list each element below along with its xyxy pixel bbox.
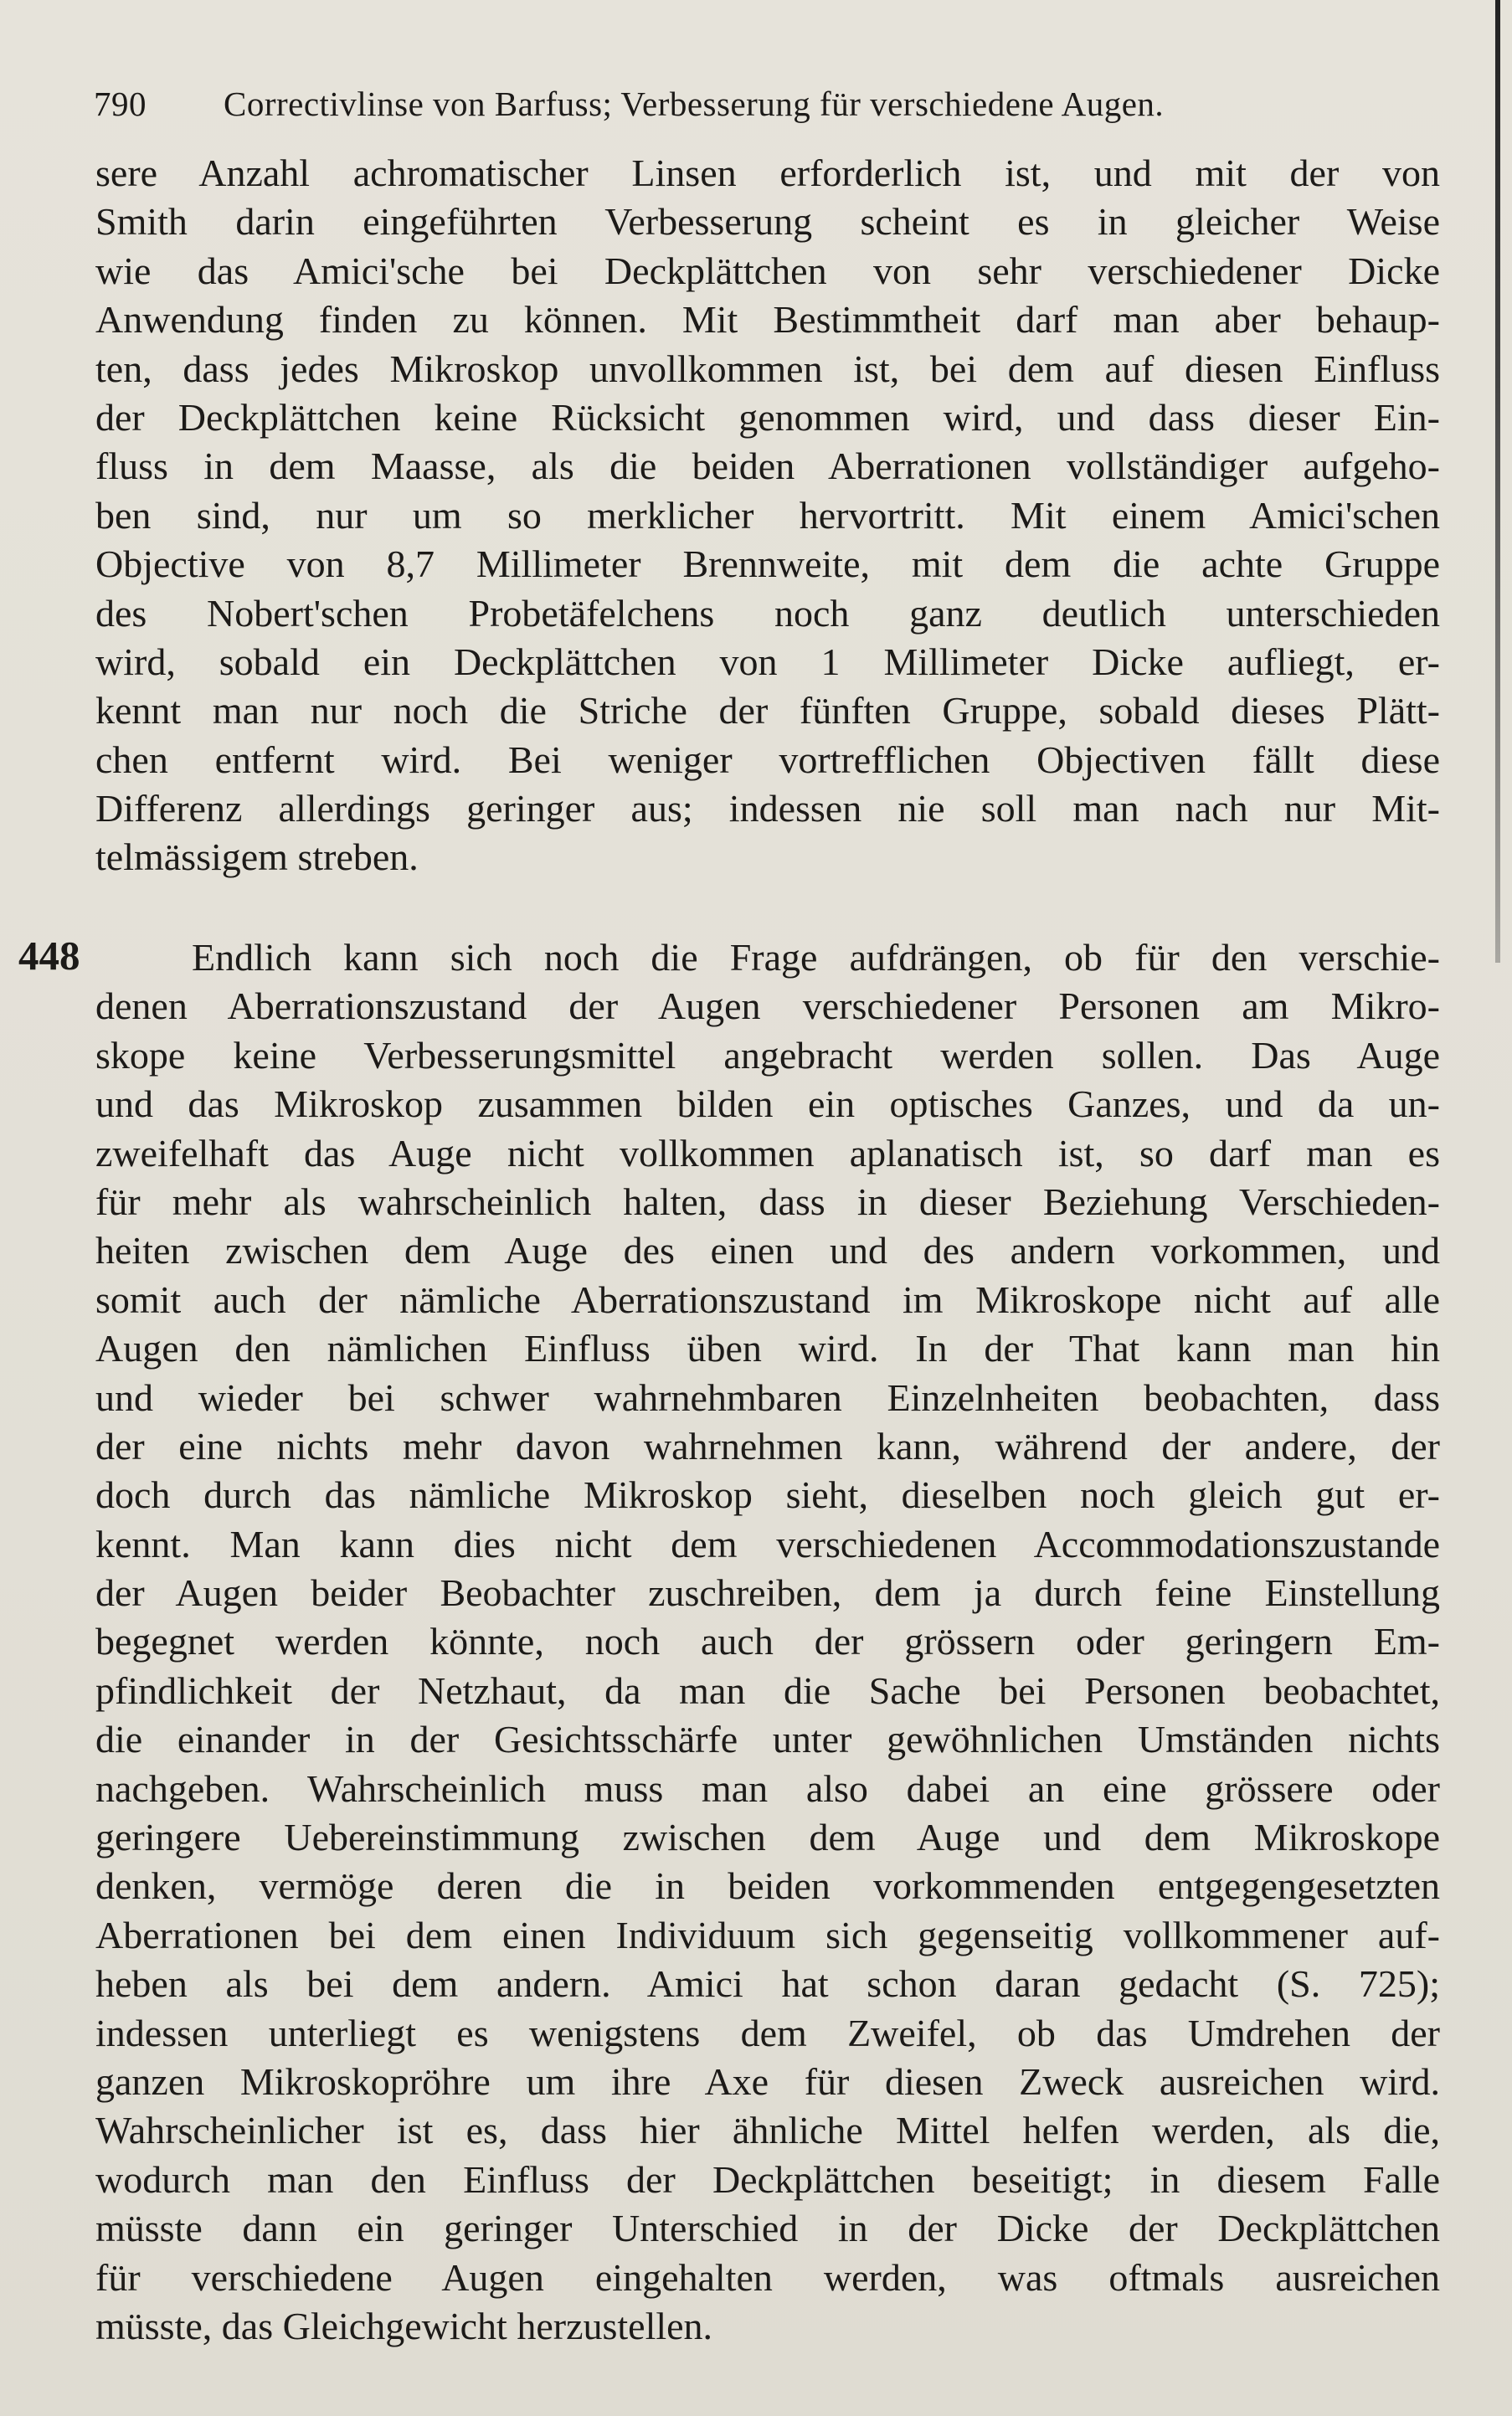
text-line: Wahrscheinlicher ist es, dass hier ähnliche Mittel helfen werden, als die, (95, 2109, 1440, 2152)
text-line: der Deckplättchen keine Rücksicht genommen wird, und dass dieser Ein- (95, 395, 1440, 439)
text-line: müsste dann ein geringer Unterschied in der Dicke der Deckplättchen (95, 2207, 1440, 2250)
text-line: pfindlichkeit der Netzhaut, da man die Sache bei Personen beobachtet, (95, 1668, 1440, 1712)
running-title: Correctivlinse von Barfuss; Verbesserung für verschiedene Augen. (224, 85, 1165, 123)
text-line: Objective von 8,7 Millimeter Brennweite, mit dem die achte Gruppe (95, 542, 1440, 586)
text-line: Smith darin eingeführten Verbesserung scheint es in gleicher Weise (95, 200, 1440, 244)
text-line: zweifelhaft das Auge nicht vollkommen aplanatisch ist, so darf man es (95, 1131, 1440, 1175)
text-line: heiten zwischen dem Auge des einen und des andern vorkommen, und (95, 1229, 1440, 1272)
text-line: ten, dass jedes Mikroskop unvollkommen ist, bei dem auf diesen Einfluss (95, 347, 1440, 390)
text-line: skope keine Verbesserungsmittel angebracht werden sollen. Das Auge (95, 1033, 1440, 1077)
text-line: kennt. Man kann dies nicht dem verschiedenen Accommodationszustande (95, 1522, 1440, 1565)
text-line: müsste, das Gleichgewicht herzustellen. (95, 2304, 713, 2347)
text-line: ben sind, nur um so merklicher hervortritt. Mit einem Amici'schen (95, 493, 1440, 537)
text-line: sere Anzahl achromatischer Linsen erforderlich ist, und mit der von (95, 152, 1440, 194)
text-line: wodurch man den Einfluss der Deckplättchen beseitigt; in diesem Falle (95, 2157, 1440, 2201)
text-line: für verschiedene Augen eingehalten werden, was oftmals ausreichen (95, 2255, 1440, 2299)
text-line: und das Mikroskop zusammen bilden ein optisches Ganzes, und da un- (95, 1082, 1440, 1126)
text-line: wie das Amici'sche bei Deckplättchen von sehr verschiedener Dicke (95, 249, 1440, 292)
text-line: fluss in dem Maasse, als die beiden Aberrationen vollständiger aufgeho- (95, 445, 1440, 488)
text-line: ganzen Mikroskopröhre um ihre Axe für diesen Zweck ausreichen wird. (95, 2059, 1440, 2103)
paragraph-448 (95, 933, 1440, 2351)
text-line: nachgeben. Wahrscheinlich muss man also dabei an eine grössere oder (95, 1766, 1440, 1810)
text-line: Differenz allerdings geringer aus; indessen nie soll man nach nur Mit- (95, 787, 1440, 830)
text-line: heben als bei dem andern. Amici hat schon daran gedacht (S. 725); (95, 1962, 1440, 2006)
text-line: des Nobert'schen Probetäfelchens noch ganz deutlich unterschieden (95, 591, 1440, 635)
text-line: für mehr als wahrscheinlich halten, dass in dieser Beziehung Verschieden- (95, 1180, 1440, 1223)
paragraph-continued (95, 149, 1440, 882)
text-line: indessen unterliegt es wenigstens dem Zweifel, ob das Umdrehen der (95, 2011, 1440, 2054)
text-line: die einander in der Gesichtsschärfe unter gewöhnlichen Umständen nichts (95, 1718, 1440, 1761)
text-line: doch durch das nämliche Mikroskop sieht, dieselben noch gleich gut er- (95, 1473, 1440, 1517)
page-number: 790 (94, 85, 147, 123)
text-line: chen entfernt wird. Bei weniger vortrefflichen Objectiven fällt diese (95, 738, 1440, 781)
text-line: wird, sobald ein Deckplättchen von 1 Millimeter Dicke aufliegt, er- (95, 640, 1440, 683)
text-line: denen Aberrationszustand der Augen verschiedener Personen am Mikro- (95, 984, 1440, 1028)
text-line: geringere Uebereinstimmung zwischen dem Auge und dem Mikroskope (95, 1816, 1440, 1859)
text-line: begegnet werden könnte, noch auch der grössern oder geringern Em- (95, 1620, 1440, 1663)
text-line: und wieder bei schwer wahrnehmbaren Einzelnheiten beobachten, dass (95, 1375, 1440, 1419)
text-line: somit auch der nämliche Aberrationszustand im Mikroskope nicht auf alle (95, 1277, 1440, 1321)
text-line: kennt man nur noch die Striche der fünften Gruppe, sobald dieses Plätt- (95, 689, 1440, 733)
text-line: Anwendung finden zu können. Mit Bestimmtheit darf man aber behaup- (95, 298, 1440, 342)
text-line: der eine nichts mehr davon wahrnehmen kann, während der andere, der (95, 1424, 1440, 1468)
text-line: der Augen beider Beobachter zuschreiben, dem ja durch feine Einstellung (95, 1571, 1440, 1615)
text-line: Aberrationen bei dem einen Individuum sich gegenseitig vollkommener auf- (95, 1913, 1440, 1956)
running-header (94, 84, 1350, 124)
text-line: telmässigem streben. (95, 835, 419, 879)
text-line: denken, vermöge deren die in beiden vorkommenden entgegengesetzten (95, 1864, 1440, 1908)
text-line: Endlich kann sich noch die Frage aufdrängen, ob für den verschie- (192, 936, 1440, 979)
text-line: Augen den nämlichen Einfluss üben wird. In der That kann man hin (95, 1327, 1440, 1370)
binding-edge (1495, 0, 1500, 963)
section-number: 448 (18, 933, 80, 979)
